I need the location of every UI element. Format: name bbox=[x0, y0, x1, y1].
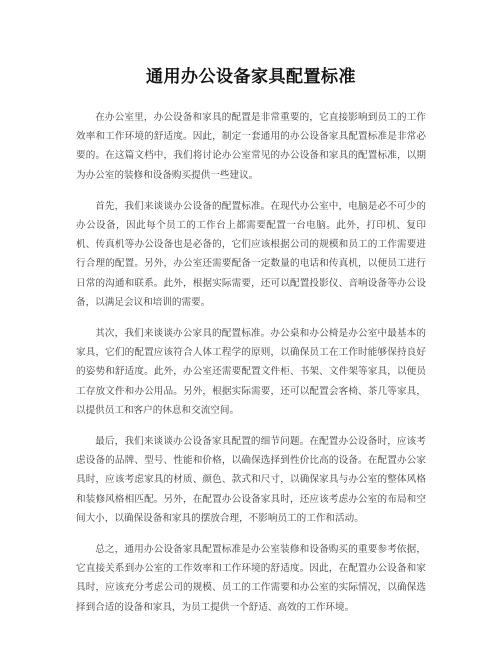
paragraph-conclusion: 总之，通用办公设备家具配置标准是办公室装修和设备购买的重要参考依据，它直接关系到办公室的工作效率和工作环境的舒适度。因此，在配置办公设备和家具时，应该充分考虑公司的规模、员工的工作需要和办公室的实际情况，以确保选择到合适的设备和家具，为员工提供一个舒适、高效的工作环境。 bbox=[76, 544, 426, 613]
paragraph-details: 最后，我们来谈谈办公设备家具配置的细节问题。在配置办公设备时，应该考虑设备的品牌、型号、性能和价格，以确保选择到性价比高的设备。在配置办公家具时，应该考虑家具的材质、颜色、款式和尺寸，以确保家具与办公室的整体风格和装修风格相匹配。另外，在配置办公设备家具时，还应该考虑办公室的布局和空间大小，以确保设备和家具的摆放合理，不影响员工的工作和活动。 bbox=[76, 436, 426, 524]
document-title: 通用办公设备家具配置标准 bbox=[146, 67, 356, 87]
paragraph-intro: 在办公室里，办公设备和家具的配置是非常重要的，它直接影响到员工的工作效率和工作环境的舒适度。因此，制定一套通用的办公设备家具配置标准是非常必要的。在这篇文档中，我们将讨论办公室常见的办公设备和家具的配置标准，以期为办公室的装修和设备购买提供一些建议。 bbox=[76, 112, 426, 181]
paragraph-equipment: 首先，我们来谈谈办公设备的配置标准。在现代办公室中，电脑是必不可少的办公设备，因此每个员工的工作台上都需要配置一台电脑。此外，打印机、复印机、传真机等办公设备也是必备的，它们应该根据公司的规模和员工的工作需要进行合理的配置。另外，办公室还需要配备一定数量的电话和传真机，以便员工进行日常的沟通和联系。此外，根据实际需要，还可以配置投影仪、音响设备等办公设备，以满足会议和培训的需要。 bbox=[76, 200, 426, 308]
paragraph-furniture: 其次，我们来谈谈办公家具的配置标准。办公桌和办公椅是办公室中最基本的家具，它们的配置应该符合人体工程学的原则，以确保员工在工作时能够保持良好的姿势和舒适度。此外，办公室还需要配置文件柜、书架、文件架等家具，以便员工存放文件和办公用品。另外，根据实际需要，还可以配置会客椅、茶几等家具，以提供员工和客户的休息和交流空间。 bbox=[76, 328, 426, 416]
